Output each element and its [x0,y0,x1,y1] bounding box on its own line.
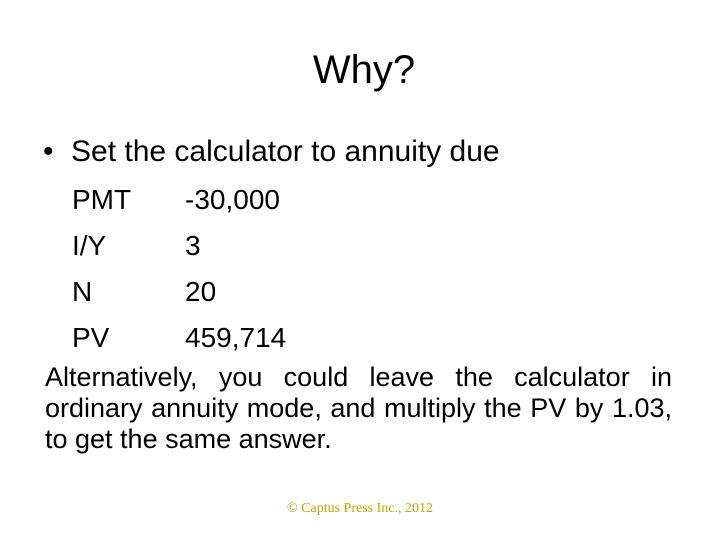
bullet-item [43,133,500,171]
slide-title-text: Why? [312,48,416,92]
entry-label: PMT [72,184,132,215]
slide-title [0,44,720,96]
bullet-text: Set the calculator to annuity due [71,135,500,168]
entry-value: 20 [185,276,217,307]
entry-label: PV [72,322,110,353]
entry-value: -30,000 [185,184,280,215]
bullet-icon: • [43,135,54,168]
entry-label: I/Y [72,230,107,261]
copyright-footer: © Captus Press Inc., 2012 [287,501,433,516]
entry-label: N [72,276,93,307]
entry-value: 459,714 [185,322,287,353]
entry-value: 3 [185,230,201,261]
explanation-paragraph: Alternatively, you could leave the calculator in ordinary annuity mode, and multiply the PV by 1.03, to get the same answer. [45,362,672,454]
